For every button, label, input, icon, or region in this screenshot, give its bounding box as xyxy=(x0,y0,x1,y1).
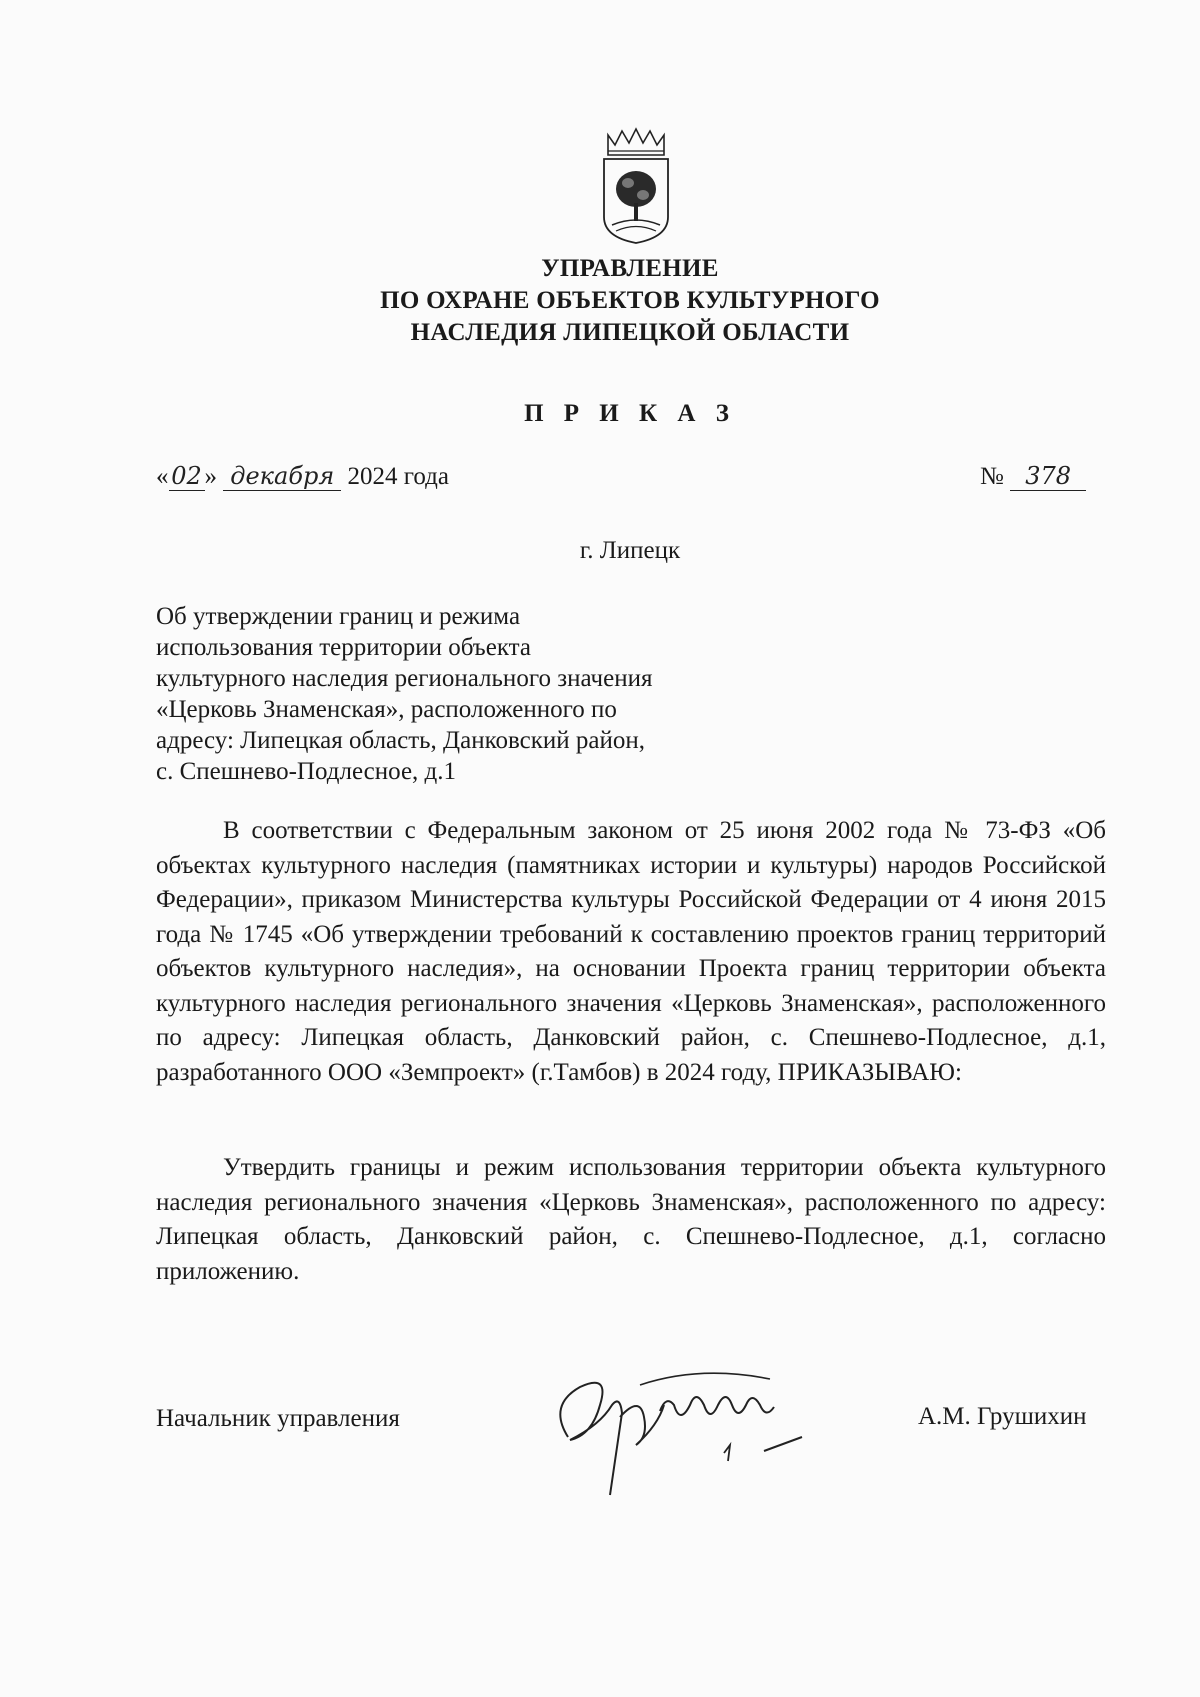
subject-block xyxy=(156,601,716,787)
subject-line: адресу: Липецкая область, Данковский район, xyxy=(156,727,645,754)
subject-line: «Церковь Знаменская», расположенного по xyxy=(156,696,617,723)
document-type: П Р И К А З xyxy=(524,400,736,427)
order-number xyxy=(980,462,1086,491)
subject-line: с. Спешнево-Подлесное, д.1 xyxy=(156,758,457,785)
signatory-name: А.М. Грушихин xyxy=(918,1403,1087,1430)
number-value: 378 xyxy=(1010,462,1086,491)
subject-line: использования территории объекта xyxy=(156,634,531,661)
number-label: № xyxy=(980,463,1004,490)
subject-line: Об утверждении границ и режима xyxy=(156,603,521,630)
header-line-2: ПО ОХРАНЕ ОБЪЕКТОВ КУЛЬТУРНОГО xyxy=(380,287,880,314)
body-paragraph-2: Утвердить границы и режим использования территории объекта культурного наследия регионального значения «Церковь Знаменская», расположенного по адресу: Липецкая область, Данковский район, с. Спешнево-Подлесное, д.1, согласно приложению. xyxy=(156,1154,1106,1285)
date-year: 2024 года xyxy=(347,463,449,490)
subject-line: культурного наследия регионального значения xyxy=(156,665,653,692)
city: г. Липецк xyxy=(579,537,681,564)
date-day: 02 xyxy=(169,462,205,491)
signatory-role: Начальник управления xyxy=(156,1405,400,1432)
header-line-3: НАСЛЕДИЯ ЛИПЕЦКОЙ ОБЛАСТИ xyxy=(410,319,850,346)
date-open-quote: « xyxy=(156,463,169,490)
date-close-quote: » xyxy=(204,463,217,490)
body-paragraph-1: В соответствии с Федеральным законом от 25 июня 2002 года № 73-ФЗ «Об объектах культурного наследия (памятниках истории и культуры) народов Российской Федерации», приказом Министерства культуры Российской Федерации от 4 июня 2015 года № 1745 «Об утверждении требований к составлению проектов границ территорий объектов культурного наследия», на основании Проекта границ территории объекта культурного наследия регионального значения «Церковь Знаменская», расположенного по адресу: Липецкая область, Данковский район, с. Спешнево-Подлесное, д.1, разработанного ООО «Земпроект» (г.Тамбов) в 2024 году, ПРИКАЗЫВАЮ: xyxy=(156,817,1106,1086)
header-line-1: УПРАВЛЕНИЕ xyxy=(541,255,719,282)
date-month: декабря xyxy=(223,462,341,491)
handwritten-signature xyxy=(540,1365,860,1515)
coat-of-arms-icon xyxy=(598,125,674,245)
date-line xyxy=(156,462,449,491)
